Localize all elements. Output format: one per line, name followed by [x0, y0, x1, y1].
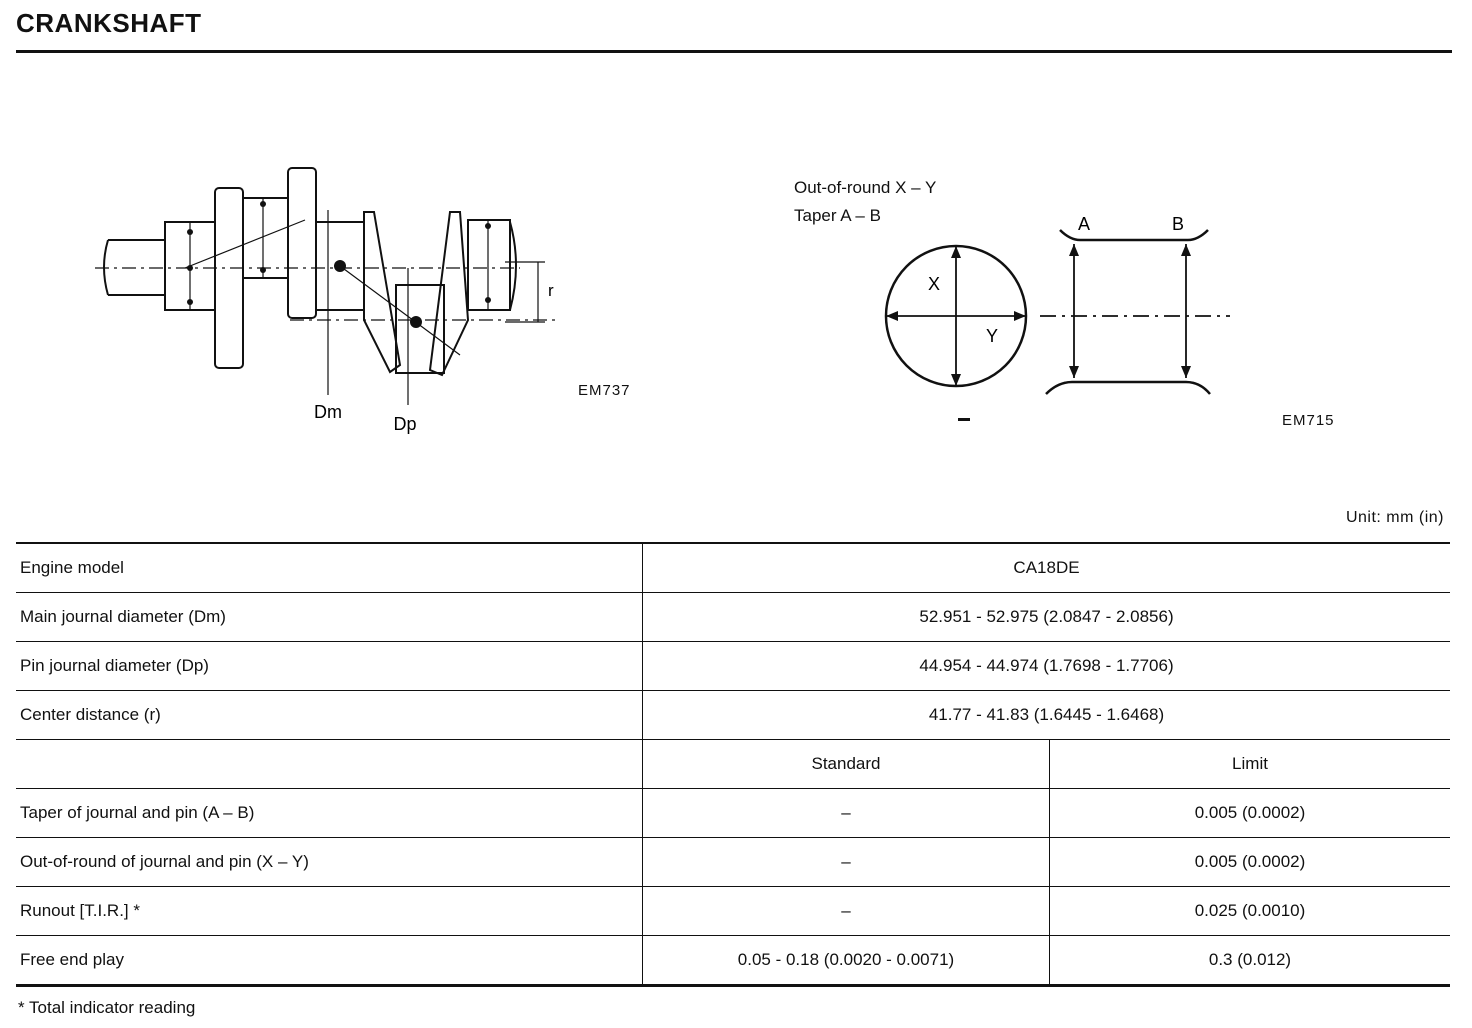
blank-cell: [16, 740, 643, 789]
row-label: Pin journal diameter (Dp): [16, 642, 643, 691]
row-label: Center distance (r): [16, 691, 643, 740]
row-label: Out-of-round of journal and pin (X – Y): [16, 838, 643, 887]
header-standard: Standard: [643, 740, 1050, 789]
page-title: CRANKSHAFT: [16, 8, 202, 38]
row-limit: 0.005 (0.0002): [1050, 789, 1451, 838]
dm-label: Dm: [314, 402, 342, 422]
row-standard: –: [643, 838, 1050, 887]
crankshaft-spec-table: [16, 542, 1450, 987]
row-value: CA18DE: [643, 543, 1451, 593]
table-row: [16, 936, 1450, 986]
figure-code-left: EM737: [578, 382, 631, 399]
row-standard: –: [643, 789, 1050, 838]
row-label: Taper of journal and pin (A – B): [16, 789, 643, 838]
row-limit: 0.025 (0.0010): [1050, 887, 1451, 936]
row-label: Main journal diameter (Dm): [16, 593, 643, 642]
r-label: r: [548, 281, 554, 300]
row-limit: 0.005 (0.0002): [1050, 838, 1451, 887]
caption-out-of-round: Out-of-round X – Y: [794, 178, 937, 197]
dp-label: Dp: [393, 414, 417, 434]
title-rule: [16, 50, 1452, 53]
row-value: 52.951 - 52.975 (2.0847 - 2.0856): [643, 593, 1451, 642]
row-limit: 0.3 (0.012): [1050, 936, 1451, 986]
figure-code-right: EM715: [1282, 412, 1335, 429]
header-limit: Limit: [1050, 740, 1451, 789]
row-label: Engine model: [16, 543, 643, 593]
out-of-round-diagram: [870, 210, 1250, 430]
crankshaft-diagram: [90, 150, 570, 434]
unit-label: Unit: mm (in): [1345, 509, 1444, 526]
a-label: A: [1078, 214, 1091, 234]
table-row: [16, 593, 1450, 642]
footnote: * Total indicator reading: [18, 998, 196, 1017]
row-standard: –: [643, 887, 1050, 936]
table-row: [16, 789, 1450, 838]
x-label: X: [928, 274, 941, 294]
table-header-row: [16, 740, 1450, 789]
b-label: B: [1172, 214, 1185, 234]
table-row: [16, 691, 1450, 740]
table-row: [16, 838, 1450, 887]
table-row: [16, 642, 1450, 691]
row-label: Runout [T.I.R.] *: [16, 887, 643, 936]
caption-taper: Taper A – B: [794, 206, 881, 225]
y-label: Y: [986, 326, 999, 346]
row-value: 44.954 - 44.974 (1.7698 - 1.7706): [643, 642, 1451, 691]
row-label: Free end play: [16, 936, 643, 986]
table-row: [16, 543, 1450, 593]
row-standard: 0.05 - 0.18 (0.0020 - 0.0071): [643, 936, 1050, 986]
row-value: 41.77 - 41.83 (1.6445 - 1.6468): [643, 691, 1451, 740]
table-row: [16, 887, 1450, 936]
